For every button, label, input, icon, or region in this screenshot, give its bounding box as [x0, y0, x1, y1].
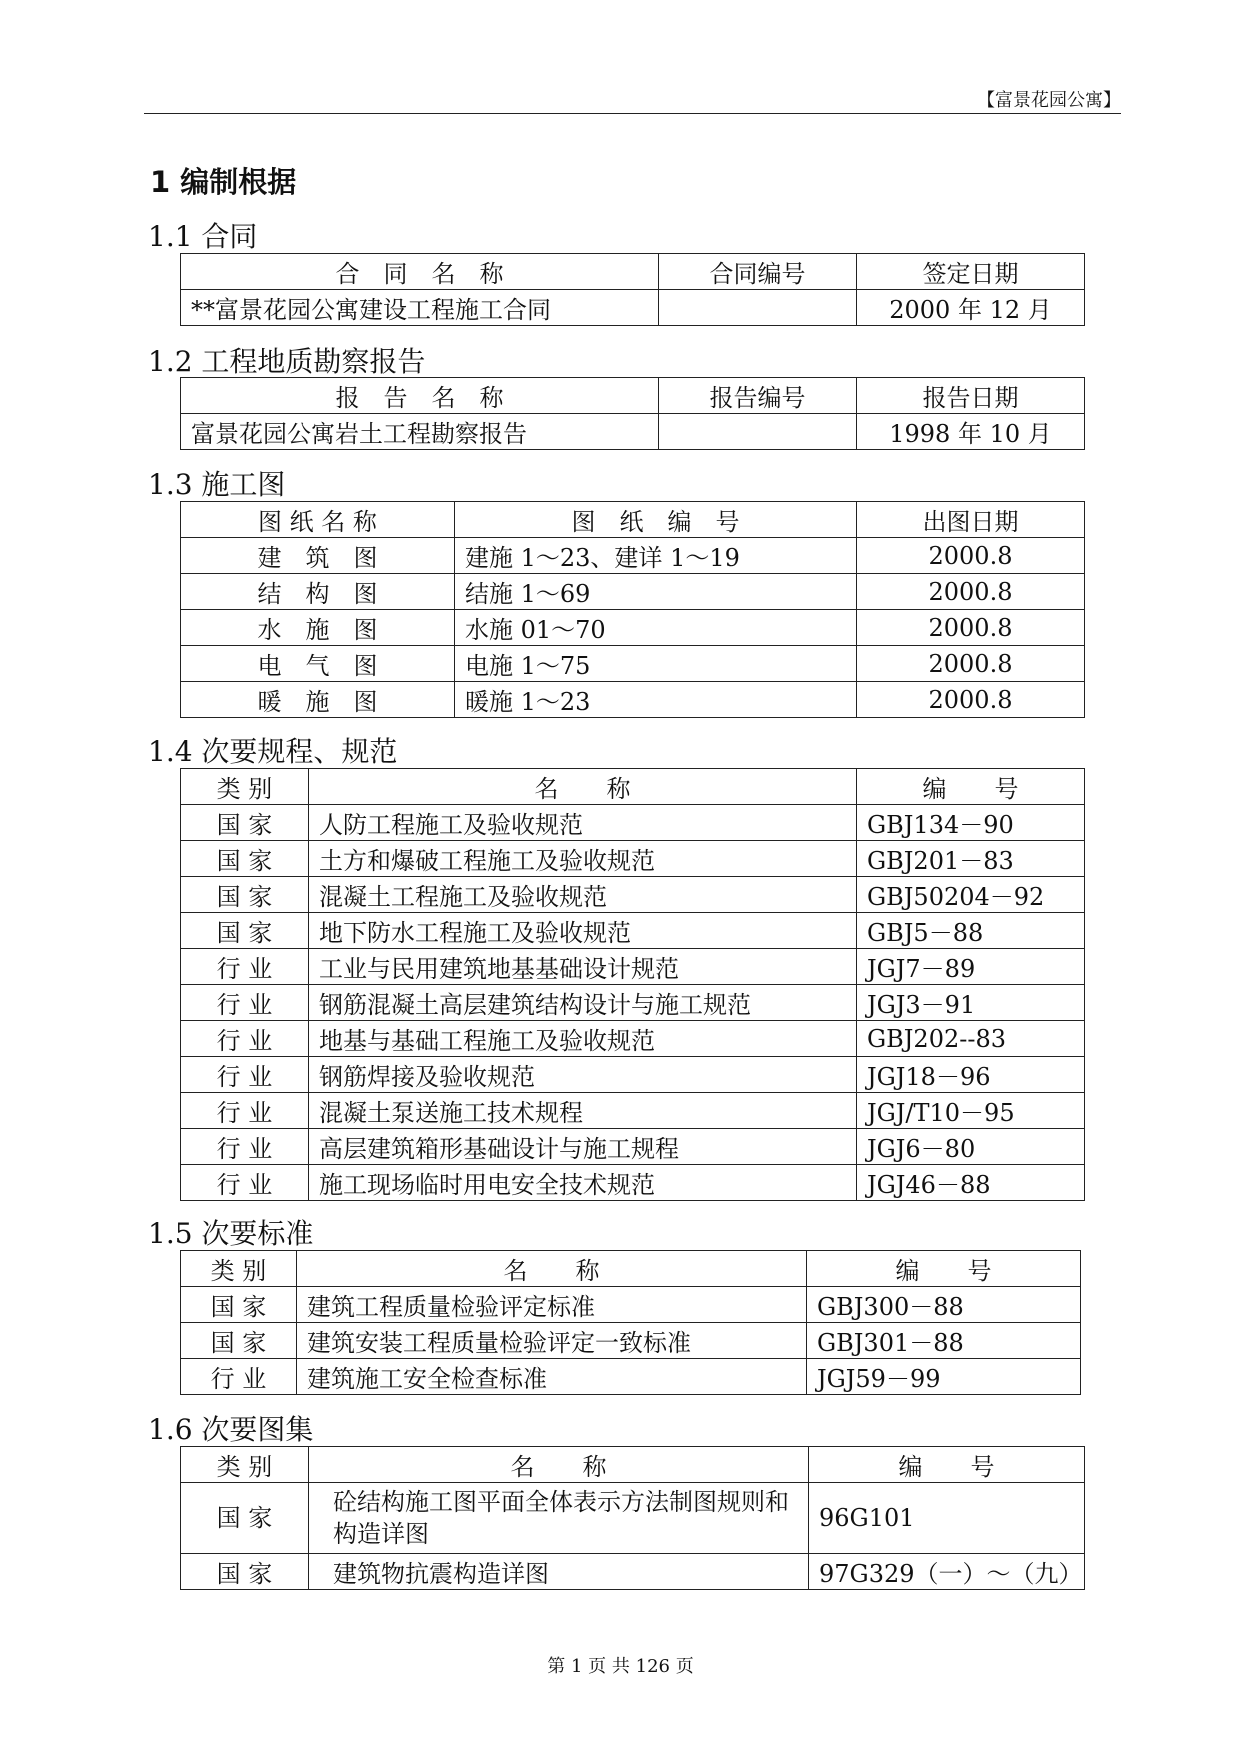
table-cell: JGJ6－80	[857, 1129, 1085, 1165]
table-header-cell: 报告编号	[659, 378, 857, 414]
table-row	[181, 1165, 1085, 1201]
table-row	[181, 913, 1085, 949]
table-cell: 国 家	[181, 1554, 309, 1590]
table-cell: 水 施 图	[181, 610, 455, 646]
section-title-survey: 1.2 工程地质勘察报告	[148, 345, 426, 378]
table-row	[181, 1287, 1081, 1323]
section-title-atlases: 1.6 次要图集	[148, 1413, 314, 1446]
table-header-cell: 编 号	[807, 1251, 1081, 1287]
table-cell: 土方和爆破工程施工及验收规范	[309, 841, 857, 877]
table-header-cell: 名 称	[297, 1251, 807, 1287]
table-cell: 2000.8	[857, 610, 1085, 646]
table-cell: 建筑施工安全检查标准	[297, 1359, 807, 1395]
table-cell: 96G101	[809, 1483, 1085, 1554]
table-cell: 行 业	[181, 1021, 309, 1057]
table-cell: 建筑物抗震构造详图	[309, 1554, 809, 1590]
table-row	[181, 414, 1085, 450]
table-cell: 国 家	[181, 1287, 297, 1323]
table-cell: 工业与民用建筑地基基础设计规范	[309, 949, 857, 985]
table-cell: 2000.8	[857, 646, 1085, 682]
table-cell: 行 业	[181, 985, 309, 1021]
table-header-cell: 合同编号	[659, 254, 857, 290]
table-row	[181, 805, 1085, 841]
table-header-row	[181, 254, 1085, 290]
table-row	[181, 1483, 1085, 1554]
table-cell: 国 家	[181, 877, 309, 913]
table-cell: 行 业	[181, 1359, 297, 1395]
table-cell: 混凝土工程施工及验收规范	[309, 877, 857, 913]
table-cell: 建筑安装工程质量检验评定一致标准	[297, 1323, 807, 1359]
table-cell: JGJ/T10－95	[857, 1093, 1085, 1129]
table-cell: 国 家	[181, 841, 309, 877]
table-cell: 结 构 图	[181, 574, 455, 610]
table-cell: 97G329（一）～（九）	[809, 1554, 1085, 1590]
table-cell: 2000.8	[857, 538, 1085, 574]
table-cell: 水施 01～70	[455, 610, 857, 646]
table-header-cell: 类 别	[181, 1251, 297, 1287]
table-header-cell: 编 号	[809, 1447, 1085, 1483]
table-header-cell: 类 别	[181, 1447, 309, 1483]
table-header-cell: 图 纸 编 号	[455, 502, 857, 538]
table-cell: 人防工程施工及验收规范	[309, 805, 857, 841]
table-cell: 砼结构施工图平面全体表示方法制图规则和构造详图	[309, 1483, 809, 1554]
table-cell: 钢筋焊接及验收规范	[309, 1057, 857, 1093]
table-cell: 暖 施 图	[181, 682, 455, 718]
table-row	[181, 949, 1085, 985]
header-divider	[144, 113, 1121, 114]
table-header-cell: 图 纸 名 称	[181, 502, 455, 538]
table-cell: 电 气 图	[181, 646, 455, 682]
table-row	[181, 610, 1085, 646]
page-title: 1 编制根据	[150, 165, 297, 199]
table-row	[181, 682, 1085, 718]
table-cell: 钢筋混凝土高层建筑结构设计与施工规范	[309, 985, 857, 1021]
standards-table	[180, 1250, 1081, 1395]
table-row	[181, 1057, 1085, 1093]
table-cell: 行 业	[181, 1057, 309, 1093]
table-header-cell: 类 别	[181, 769, 309, 805]
table-cell: JGJ59－99	[807, 1359, 1081, 1395]
table-cell: 行 业	[181, 949, 309, 985]
table-row	[181, 290, 1085, 326]
document-header-title: 【富景花园公寓】	[977, 90, 1121, 111]
table-row	[181, 1021, 1085, 1057]
table-cell: 国 家	[181, 913, 309, 949]
table-header-cell: 出图日期	[857, 502, 1085, 538]
table-cell: 地基与基础工程施工及验收规范	[309, 1021, 857, 1057]
table-cell: 建施 1～23、建详 1～19	[455, 538, 857, 574]
table-row	[181, 1554, 1085, 1590]
table-cell: 暖施 1～23	[455, 682, 857, 718]
table-cell: JGJ18－96	[857, 1057, 1085, 1093]
table-row	[181, 985, 1085, 1021]
table-header-cell: 编 号	[857, 769, 1085, 805]
table-row	[181, 1323, 1081, 1359]
table-cell: 施工现场临时用电安全技术规范	[309, 1165, 857, 1201]
table-row	[181, 1093, 1085, 1129]
table-header-row	[181, 1251, 1081, 1287]
table-row	[181, 538, 1085, 574]
table-cell: 高层建筑箱形基础设计与施工规程	[309, 1129, 857, 1165]
table-cell: GBJ301－88	[807, 1323, 1081, 1359]
table-cell: JGJ46－88	[857, 1165, 1085, 1201]
table-cell: 国 家	[181, 805, 309, 841]
table-row	[181, 1359, 1081, 1395]
table-cell: JGJ7－89	[857, 949, 1085, 985]
table-cell: 混凝土泵送施工技术规程	[309, 1093, 857, 1129]
table-cell: 富景花园公寓岩土工程勘察报告	[181, 414, 659, 450]
table-cell: GBJ5－88	[857, 913, 1085, 949]
atlases-table	[180, 1446, 1085, 1590]
table-cell: 结施 1～69	[455, 574, 857, 610]
table-cell: **富景花园公寓建设工程施工合同	[181, 290, 659, 326]
table-row	[181, 574, 1085, 610]
section-title-codes: 1.4 次要规程、规范	[148, 735, 398, 768]
table-cell: GBJ300－88	[807, 1287, 1081, 1323]
table-header-row	[181, 502, 1085, 538]
table-row	[181, 1129, 1085, 1165]
table-row	[181, 841, 1085, 877]
table-cell: 地下防水工程施工及验收规范	[309, 913, 857, 949]
table-header-cell: 报 告 名 称	[181, 378, 659, 414]
table-header-row	[181, 378, 1085, 414]
contract-table	[180, 253, 1085, 326]
drawings-table	[180, 501, 1085, 718]
table-header-cell: 合 同 名 称	[181, 254, 659, 290]
table-header-cell: 签定日期	[857, 254, 1085, 290]
table-cell: GBJ50204－92	[857, 877, 1085, 913]
table-header-row	[181, 769, 1085, 805]
table-row	[181, 646, 1085, 682]
table-cell: 行 业	[181, 1093, 309, 1129]
table-cell: 电施 1～75	[455, 646, 857, 682]
table-cell: 1998 年 10 月	[857, 414, 1085, 450]
table-cell	[659, 414, 857, 450]
table-cell: 行 业	[181, 1165, 309, 1201]
table-cell	[659, 290, 857, 326]
table-cell: 建 筑 图	[181, 538, 455, 574]
table-row	[181, 877, 1085, 913]
table-cell: 国 家	[181, 1483, 309, 1554]
table-cell: GBJ202--83	[857, 1021, 1085, 1057]
survey-table	[180, 377, 1085, 450]
page-number-footer: 第 1 页 共 126 页	[547, 1656, 694, 1677]
table-cell: 建筑工程质量检验评定标准	[297, 1287, 807, 1323]
table-header-cell: 名 称	[309, 1447, 809, 1483]
table-cell: 2000.8	[857, 574, 1085, 610]
table-cell: JGJ3－91	[857, 985, 1085, 1021]
table-cell: 2000.8	[857, 682, 1085, 718]
section-title-drawings: 1.3 施工图	[148, 468, 286, 501]
codes-table	[180, 768, 1085, 1201]
table-cell: GBJ134－90	[857, 805, 1085, 841]
table-cell: 国 家	[181, 1323, 297, 1359]
section-title-contract: 1.1 合同	[148, 220, 258, 253]
section-title-standards: 1.5 次要标准	[148, 1217, 314, 1250]
table-header-cell: 报告日期	[857, 378, 1085, 414]
table-header-cell: 名 称	[309, 769, 857, 805]
table-cell: 行 业	[181, 1129, 309, 1165]
table-cell: GBJ201－83	[857, 841, 1085, 877]
table-header-row	[181, 1447, 1085, 1483]
table-cell: 2000 年 12 月	[857, 290, 1085, 326]
